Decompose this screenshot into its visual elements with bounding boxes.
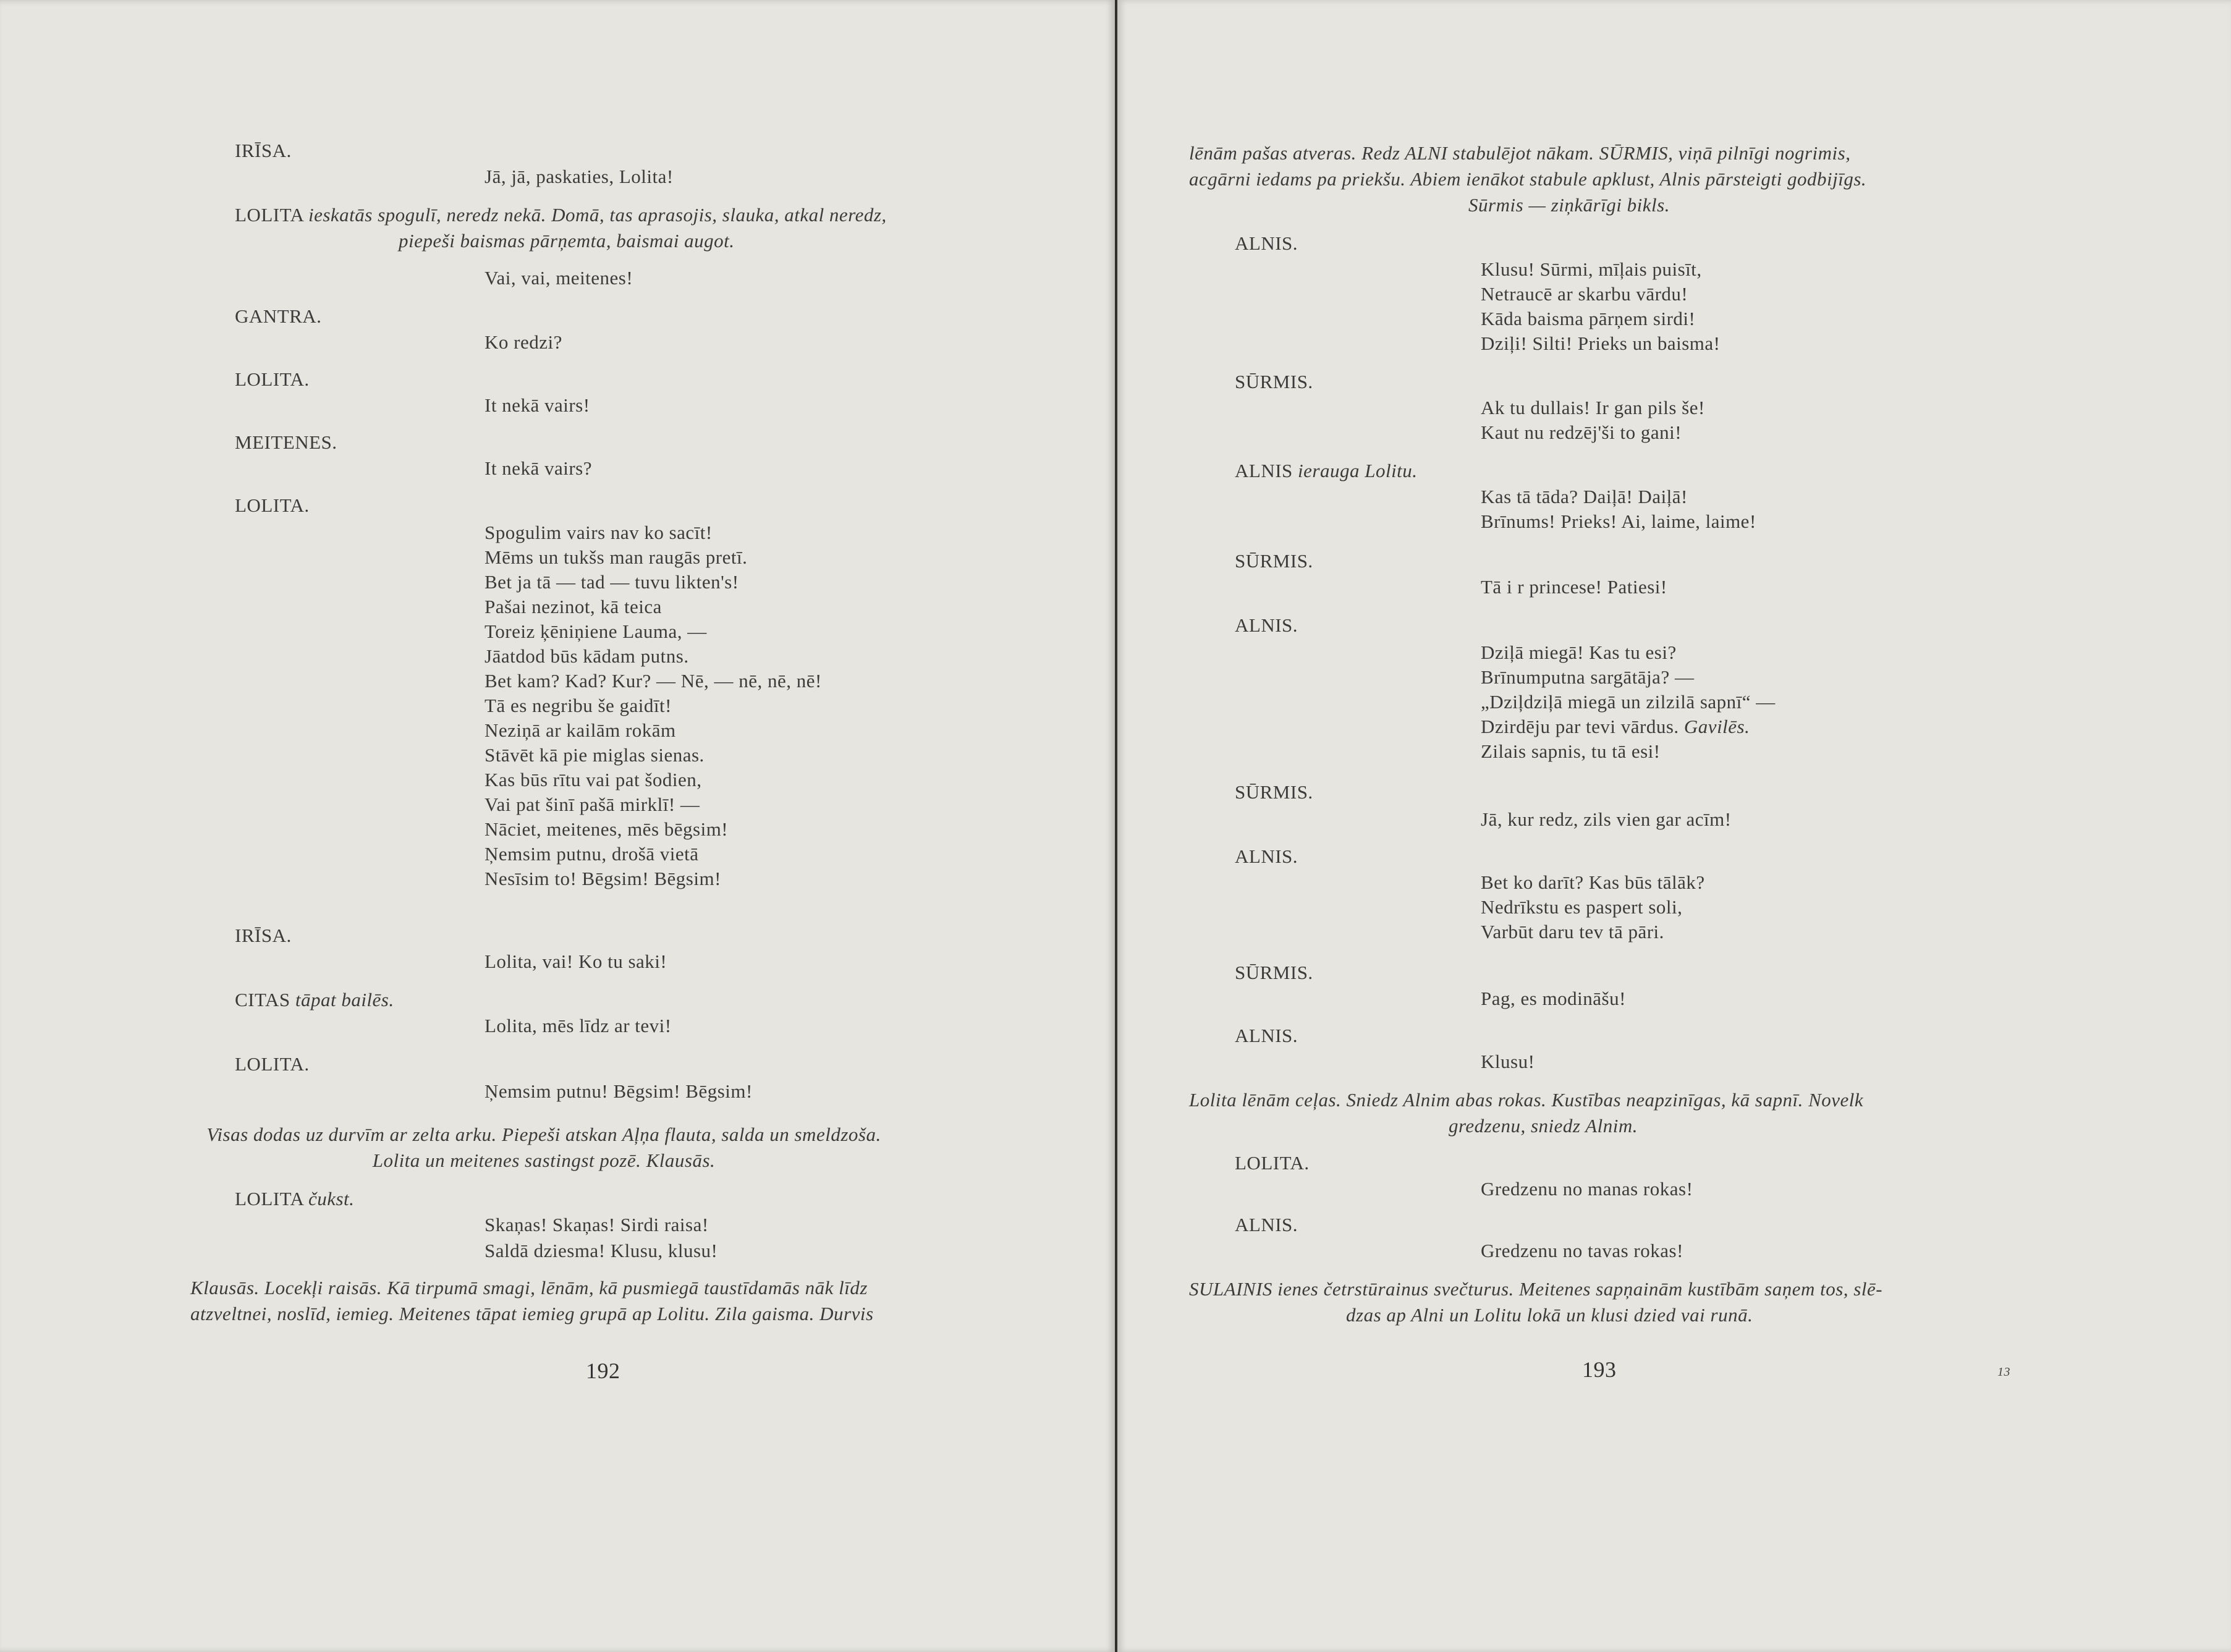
speaker-gantra: GANTRA. [235, 305, 322, 327]
verse-line: Vai, vai, meitenes! [485, 267, 633, 289]
speaker-lolita: LOLITA. [235, 494, 310, 516]
verse-line: Neziņā ar kailām rokām [485, 719, 676, 741]
verse-line: Kas būs rītu vai pat šodien, [485, 769, 702, 790]
verse-line: It nekā vairs? [485, 457, 592, 479]
stage-direction-text: Lolita un meitenes sastingst pozē. Klausās. [372, 1150, 716, 1171]
verse-line: Bet kam? Kad? Kur? — Nē, — nē, nē, nē! [485, 670, 822, 692]
speaker-lolita: LOLITA [235, 1188, 303, 1209]
verse-line: Jāatdod būs kādam putns. [485, 645, 689, 667]
stage-direction [1235, 459, 1418, 483]
verse-line: It nekā vairs! [485, 394, 590, 416]
verse-line: Stāvēt kā pie miglas sienas. [485, 744, 705, 766]
stage-direction-text: tāpat bailēs. [295, 989, 394, 1010]
stage-direction [235, 988, 394, 1012]
speaker-citas: CITAS [235, 989, 290, 1010]
page-number: 193 [1582, 1357, 1617, 1382]
stage-direction-text: ierauga Lolitu. [1298, 460, 1418, 481]
stage-direction-text: dzas ap Alni un Lolitu lokā un klusi dzied vai runā. [1346, 1304, 1753, 1326]
verse-line: Nesīsim to! Bēgsim! Bēgsim! [485, 868, 721, 889]
speaker-alnis: ALNIS [1235, 460, 1293, 481]
stage-direction-text: lēnām pašas atveras. Redz ALNI stabulējot nākam. SŪRMIS, viņā pilnīgi nogrimis, [1189, 142, 1851, 164]
verse-line: Nedrīkstu es paspert soli, [1481, 896, 1683, 918]
verse-line: Kas tā tāda? Daiļā! Daiļā! [1481, 486, 1688, 507]
verse-line: Pašai nezinot, kā teica [485, 596, 662, 617]
stage-direction-text: ieskatās spogulī, neredz nekā. Domā, tas aprasojis, slauka, atkal neredz, [308, 204, 887, 226]
verse-line: Brīnums! Prieks! Ai, laime, laime! [1481, 510, 1756, 532]
verse-line: Nāciet, meitenes, mēs bēgsim! [485, 818, 729, 840]
verse-line: Ņemsim putnu, drošā vietā [485, 843, 699, 865]
right-page [1117, 0, 2231, 1652]
stage-direction-text: atzveltnei, noslīd, iemieg. Meitenes tāpat iemieg grupā ap Lolitu. Zila gaisma. Durvis [190, 1303, 874, 1324]
stage-direction-text: Gavilēs. [1683, 716, 1750, 737]
stage-direction-text: Visas dodas uz durvīm ar zelta arku. Piepeši atskan Aļņa flauta, salda un smeldzoša. [206, 1124, 881, 1145]
stage-direction-text: Lolita lēnām ceļas. Sniedz Alnim abas rokas. Kustības neapzinīgas, kā sapnī. Novelk [1189, 1089, 1864, 1111]
verse-line: Netraucē ar skarbu vārdu! [1481, 283, 1688, 305]
verse-line: Toreiz ķēniņiene Lauma, — [485, 621, 707, 642]
stage-direction-text: Klausās. Locekļi raisās. Kā tirpumā smagi, lēnām, kā pusmiegā taustīdamās nāk līdz [190, 1277, 868, 1298]
verse-line: Gredzenu no manas rokas! [1481, 1178, 1693, 1200]
verse-text: Dzirdēju par tevi vārdus. [1481, 716, 1679, 737]
speaker-surmis: SŪRMIS. [1235, 371, 1313, 392]
verse-line: Skaņas! Skaņas! Sirdi raisa! [485, 1214, 709, 1235]
verse-line: Kāda baisma pārņem sirdi! [1481, 308, 1696, 329]
verse-line: Dziļi! Silti! Prieks un baisma! [1481, 333, 1721, 354]
verse-line: Tā i r princese! Patiesi! [1481, 576, 1667, 598]
speaker-surmis: SŪRMIS. [1235, 781, 1313, 803]
signature-mark: 13 [1997, 1365, 2010, 1379]
stage-direction-text: čukst. [308, 1188, 355, 1209]
verse-line: Zilais sapnis, tu tā esi! [1481, 740, 1661, 762]
speaker-irisa: IRĪSA. [235, 925, 292, 946]
verse-line: Pag, es modināšu! [1481, 988, 1626, 1009]
stage-direction-text: piepeši baismas pārņemta, baismai augot. [399, 230, 735, 252]
verse-line: Ko redzi? [485, 331, 562, 353]
verse-line: Ak tu dullais! Ir gan pils še! [1481, 397, 1705, 418]
verse-line: Saldā dziesma! Klusu, klusu! [485, 1240, 718, 1261]
verse-line: Ņemsim putnu! Bēgsim! Bēgsim! [485, 1080, 753, 1102]
speaker-alnis: ALNIS. [1235, 232, 1298, 254]
speaker-irisa: IRĪSA. [235, 140, 292, 161]
speaker-alnis: ALNIS. [1235, 845, 1298, 867]
verse-line: Bet ko darīt? Kas būs tālāk? [1481, 871, 1705, 893]
verse-line: Lolita, mēs līdz ar tevi! [485, 1015, 672, 1036]
left-page [0, 0, 1115, 1652]
verse-line: Klusu! Sūrmi, mīļais puisīt, [1481, 258, 1702, 280]
speaker-lolita: LOLITA. [1235, 1152, 1310, 1174]
verse-line: Tā es negribu še gaidīt! [485, 695, 672, 716]
stage-direction-text: acgārni iedams pa priekšu. Abiem ienākot stabule apklust, Alnis pārsteigti godbijīgs. [1189, 168, 1867, 190]
stage-direction [235, 203, 887, 227]
verse-line: Kaut nu redzēj'ši to gani! [1481, 421, 1682, 443]
verse-line [1481, 714, 1750, 739]
speaker-alnis: ALNIS. [1235, 614, 1298, 636]
verse-line: Mēms un tukšs man raugās pretī. [485, 546, 748, 568]
verse-line: Varbūt daru tev tā pāri. [1481, 921, 1664, 942]
verse-line: Klusu! [1481, 1051, 1535, 1072]
stage-direction [235, 1187, 354, 1211]
verse-line: Jā, kur redz, zils vien gar acīm! [1481, 808, 1732, 830]
verse-line: Gredzenu no tavas rokas! [1481, 1240, 1683, 1261]
verse-line: Lolita, vai! Ko tu saki! [485, 951, 667, 972]
verse-line: Jā, jā, paskaties, Lolita! [485, 166, 674, 187]
speaker-lolita: LOLITA [235, 204, 303, 226]
verse-line: „Dziļdziļā miegā un zilzilā sapnī“ — [1481, 691, 1776, 713]
speaker-lolita: LOLITA. [235, 1053, 310, 1075]
verse-line: Dziļā miegā! Kas tu esi? [1481, 642, 1677, 663]
speaker-surmis: SŪRMIS. [1235, 550, 1313, 572]
speaker-alnis: ALNIS. [1235, 1025, 1298, 1046]
stage-direction-text: Sūrmis — ziņkārīgi bikls. [1468, 194, 1670, 216]
verse-line: Brīnumputna sargātāja? — [1481, 666, 1695, 688]
speaker-surmis: SŪRMIS. [1235, 962, 1313, 983]
speaker-alnis: ALNIS. [1235, 1214, 1298, 1235]
speaker-meitenes: MEITENES. [235, 431, 337, 453]
verse-line: Vai pat šinī pašā mirklī! — [485, 794, 700, 815]
verse-line: Spogulim vairs nav ko sacīt! [485, 522, 713, 543]
page-number: 192 [586, 1358, 620, 1383]
speaker-lolita: LOLITA. [235, 368, 310, 390]
stage-direction-text: gredzenu, sniedz Alnim. [1449, 1115, 1638, 1137]
stage-direction-text: SULAINIS ienes četrstūrainus svečturus. Meitenes sapņainām kustībām saņem tos, slē- [1189, 1278, 1883, 1300]
verse-line: Bet ja tā — tad — tuvu likten's! [485, 571, 739, 593]
